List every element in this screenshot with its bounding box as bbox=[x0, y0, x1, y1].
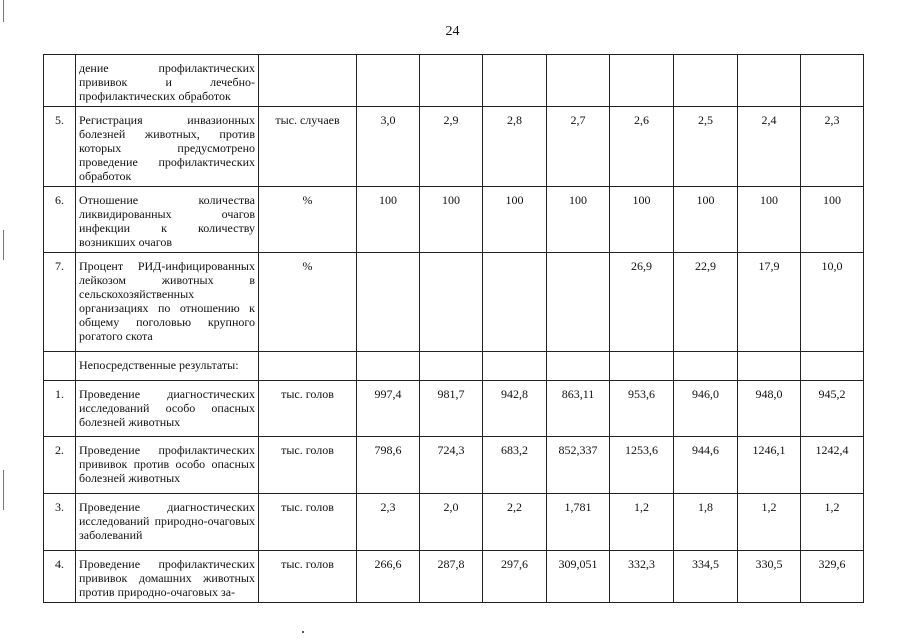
value-cell bbox=[483, 352, 547, 381]
indicator-name: Регистрация инвазионных болезней животных, против которых предусмотрено проведение профилактических обработок bbox=[76, 107, 259, 187]
value-cell: 1,8 bbox=[674, 494, 738, 551]
value-cell: 948,0 bbox=[738, 381, 801, 437]
row-number bbox=[44, 55, 76, 107]
indicator-name: Проведение профилактических прививок домашних животных против природно-очаговых за- bbox=[76, 551, 259, 603]
value-cell bbox=[420, 352, 483, 381]
row-number: 5. bbox=[44, 107, 76, 187]
row-number: 3. bbox=[44, 494, 76, 551]
value-cell bbox=[357, 55, 420, 107]
value-cell: 1242,4 bbox=[801, 437, 864, 494]
indicator-name: Непосредственные результаты: bbox=[76, 352, 259, 381]
unit-cell: тыс. голов bbox=[259, 494, 357, 551]
value-cell: 2,9 bbox=[420, 107, 483, 187]
value-cell bbox=[738, 352, 801, 381]
value-cell: 953,6 bbox=[610, 381, 674, 437]
value-cell: 683,2 bbox=[483, 437, 547, 494]
unit-cell: тыс. голов bbox=[259, 437, 357, 494]
value-cell: 266,6 bbox=[357, 551, 420, 603]
value-cell: 1,2 bbox=[610, 494, 674, 551]
table-row bbox=[44, 437, 864, 494]
value-cell: 852,337 bbox=[547, 437, 610, 494]
value-cell: 100 bbox=[357, 187, 420, 253]
value-cell bbox=[357, 253, 420, 352]
value-cell bbox=[674, 352, 738, 381]
value-cell: 981,7 bbox=[420, 381, 483, 437]
row-number: 4. bbox=[44, 551, 76, 603]
value-cell: 2,0 bbox=[420, 494, 483, 551]
value-cell: 2,3 bbox=[357, 494, 420, 551]
value-cell: 100 bbox=[483, 187, 547, 253]
value-cell: 100 bbox=[547, 187, 610, 253]
value-cell: 100 bbox=[738, 187, 801, 253]
value-cell bbox=[547, 352, 610, 381]
value-cell: 330,5 bbox=[738, 551, 801, 603]
value-cell: 287,8 bbox=[420, 551, 483, 603]
table-row bbox=[44, 253, 864, 352]
table-row bbox=[44, 352, 864, 381]
value-cell bbox=[738, 55, 801, 107]
value-cell: 2,2 bbox=[483, 494, 547, 551]
row-number: 7. bbox=[44, 253, 76, 352]
value-cell: 946,0 bbox=[674, 381, 738, 437]
table-row bbox=[44, 494, 864, 551]
value-cell: 2,8 bbox=[483, 107, 547, 187]
value-cell: 332,3 bbox=[610, 551, 674, 603]
unit-cell: тыс. голов bbox=[259, 381, 357, 437]
value-cell bbox=[610, 55, 674, 107]
row-number: 6. bbox=[44, 187, 76, 253]
table-row bbox=[44, 551, 864, 603]
unit-cell bbox=[259, 352, 357, 381]
row-number: 1. bbox=[44, 381, 76, 437]
value-cell bbox=[420, 55, 483, 107]
margin-mark-mid bbox=[3, 230, 4, 260]
value-cell: 944,6 bbox=[674, 437, 738, 494]
unit-cell bbox=[259, 55, 357, 107]
indicators-table bbox=[43, 54, 864, 603]
row-number bbox=[44, 352, 76, 381]
indicator-name: Процент РИД-инфицированных лейкозом животных в сельскохозяйственных организациях по отношению к общему поголовью крупного рогатого скота bbox=[76, 253, 259, 352]
page-number: 24 bbox=[445, 24, 460, 39]
value-cell bbox=[801, 55, 864, 107]
margin-mark-top bbox=[3, 0, 4, 22]
value-cell bbox=[610, 352, 674, 381]
value-cell: 942,8 bbox=[483, 381, 547, 437]
value-cell bbox=[483, 253, 547, 352]
value-cell: 329,6 bbox=[801, 551, 864, 603]
value-cell: 100 bbox=[420, 187, 483, 253]
indicator-name: Проведение профилактических прививок против особо опасных болезней животных bbox=[76, 437, 259, 494]
unit-cell: тыс. голов bbox=[259, 551, 357, 603]
unit-cell: % bbox=[259, 253, 357, 352]
value-cell: 17,9 bbox=[738, 253, 801, 352]
value-cell bbox=[674, 55, 738, 107]
value-cell: 863,11 bbox=[547, 381, 610, 437]
unit-cell: тыс. случаев bbox=[259, 107, 357, 187]
unit-cell: % bbox=[259, 187, 357, 253]
value-cell: 1,781 bbox=[547, 494, 610, 551]
value-cell: 297,6 bbox=[483, 551, 547, 603]
value-cell: 798,6 bbox=[357, 437, 420, 494]
value-cell: 2,7 bbox=[547, 107, 610, 187]
value-cell: 100 bbox=[801, 187, 864, 253]
indicator-name: Проведение диагностических исследований особо опасных болезней животных bbox=[76, 381, 259, 437]
value-cell: 1,2 bbox=[738, 494, 801, 551]
value-cell bbox=[483, 55, 547, 107]
scan-dot bbox=[302, 631, 304, 633]
table-row bbox=[44, 55, 864, 107]
value-cell bbox=[801, 352, 864, 381]
value-cell: 997,4 bbox=[357, 381, 420, 437]
value-cell: 10,0 bbox=[801, 253, 864, 352]
table-row bbox=[44, 107, 864, 187]
value-cell bbox=[357, 352, 420, 381]
value-cell: 309,051 bbox=[547, 551, 610, 603]
table-row bbox=[44, 187, 864, 253]
value-cell bbox=[547, 253, 610, 352]
value-cell: 334,5 bbox=[674, 551, 738, 603]
value-cell: 724,3 bbox=[420, 437, 483, 494]
value-cell: 945,2 bbox=[801, 381, 864, 437]
value-cell bbox=[547, 55, 610, 107]
value-cell: 1246,1 bbox=[738, 437, 801, 494]
value-cell: 22,9 bbox=[674, 253, 738, 352]
value-cell: 1,2 bbox=[801, 494, 864, 551]
value-cell: 2,5 bbox=[674, 107, 738, 187]
value-cell: 100 bbox=[610, 187, 674, 253]
indicator-name: Отношение количества ликвидированных очагов инфекции к количеству возникших очагов bbox=[76, 187, 259, 253]
table-body bbox=[44, 55, 864, 603]
value-cell: 1253,6 bbox=[610, 437, 674, 494]
value-cell: 2,6 bbox=[610, 107, 674, 187]
margin-mark-low bbox=[3, 470, 4, 510]
value-cell: 100 bbox=[674, 187, 738, 253]
table-row bbox=[44, 381, 864, 437]
value-cell: 2,3 bbox=[801, 107, 864, 187]
value-cell: 2,4 bbox=[738, 107, 801, 187]
value-cell: 26,9 bbox=[610, 253, 674, 352]
value-cell bbox=[420, 253, 483, 352]
row-number: 2. bbox=[44, 437, 76, 494]
value-cell: 3,0 bbox=[357, 107, 420, 187]
indicator-name: Проведение диагностических исследований природно-очаговых заболеваний bbox=[76, 494, 259, 551]
indicator-name: дение профилактических прививок и лечебно-профилактических обработок bbox=[76, 55, 259, 107]
